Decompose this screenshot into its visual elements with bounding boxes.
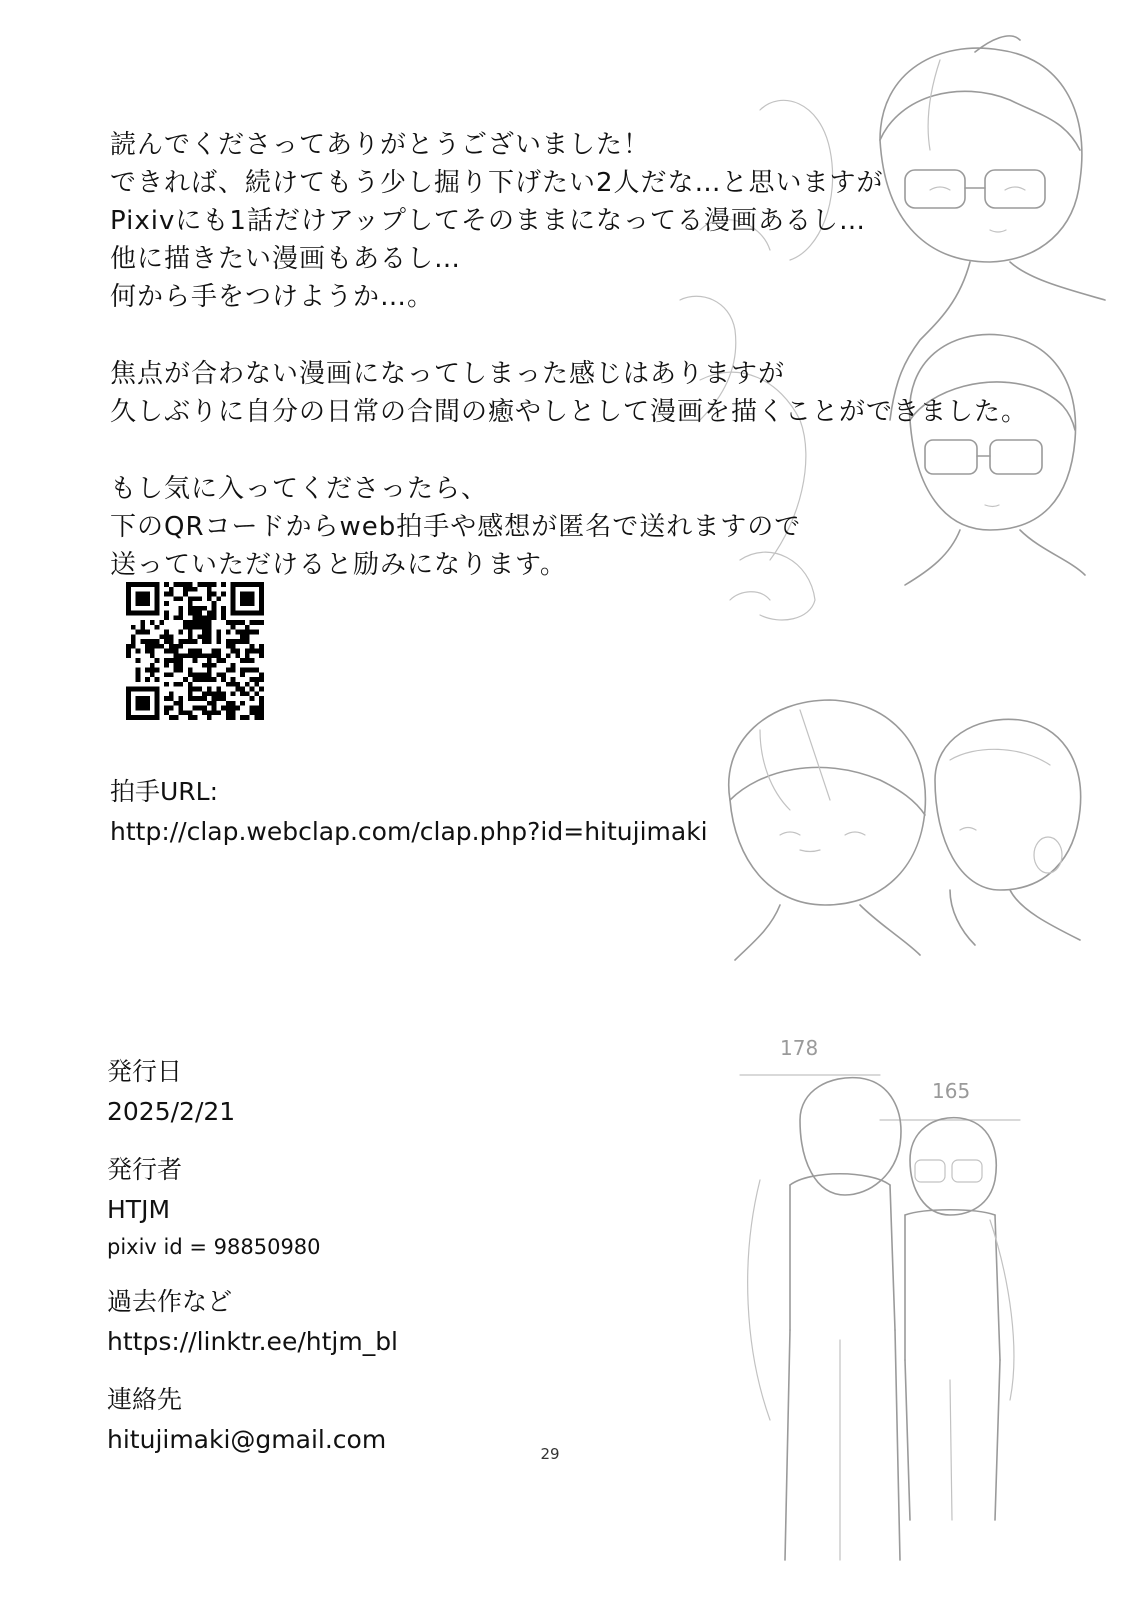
afterword-line: 他に描きたい漫画もあるし…: [110, 244, 462, 274]
sketch-height-comparison: [740, 1036, 1020, 1560]
svg-text:165: 165: [932, 1079, 971, 1103]
afterword-paragraph: [110, 126, 1070, 316]
afterword-line: 焦点が合わない漫画になってしまった感じはありますが: [110, 359, 786, 389]
afterword-line: 久しぶりに自分の日常の合間の癒やしとして漫画を描くことができました。: [110, 397, 1029, 427]
afterword-line: 送っていただけると励みになります。: [110, 550, 567, 580]
web-clap-section: [110, 772, 708, 852]
page-number: 29: [540, 1445, 560, 1463]
afterword-paragraph: [110, 470, 1070, 584]
afterword-line: Pixivにも1話だけアップしてそのままになってる漫画あるし…: [110, 206, 867, 236]
past-works-block: [107, 1282, 398, 1362]
clap-label: 拍手URL:: [110, 777, 219, 806]
contact-email-link[interactable]: hitujimaki@gmail.com: [107, 1425, 387, 1454]
clap-url-link[interactable]: http://clap.webclap.com/clap.php?id=hitujimaki: [110, 817, 708, 846]
afterword-paragraph: [110, 355, 1070, 431]
afterword-line: 何から手をつけようか…。: [110, 282, 435, 312]
afterword-line: 下のQRコードからweb拍手や感想が匿名で送れますので: [110, 512, 802, 542]
afterword-line: できれば、続けてもう少し掘り下げたい2人だな…と思いますが: [110, 168, 884, 198]
past-works-link[interactable]: https://linktr.ee/htjm_bl: [107, 1327, 399, 1356]
pixiv-id: pixiv id = 98850980: [107, 1235, 321, 1259]
publish-date-block: [107, 1052, 398, 1132]
qr-code[interactable]: [126, 582, 264, 720]
past-works-label: 過去作など: [107, 1287, 233, 1316]
contact-label: 連絡先: [107, 1385, 183, 1414]
publisher-block: [107, 1150, 398, 1264]
afterword: [110, 126, 1070, 623]
afterword-line: 読んでくださってありがとうございました！: [110, 130, 651, 160]
publisher-label: 発行者: [107, 1155, 183, 1184]
svg-text:178: 178: [780, 1036, 819, 1060]
publish-date-label: 発行日: [107, 1057, 183, 1086]
publisher-name: HTJM: [107, 1195, 171, 1224]
colophon: [107, 1052, 398, 1478]
sketch-two-boys: [729, 700, 1081, 960]
afterword-line: もし気に入ってくださったら、: [110, 474, 489, 504]
publish-date-value: 2025/2/21: [107, 1097, 236, 1126]
